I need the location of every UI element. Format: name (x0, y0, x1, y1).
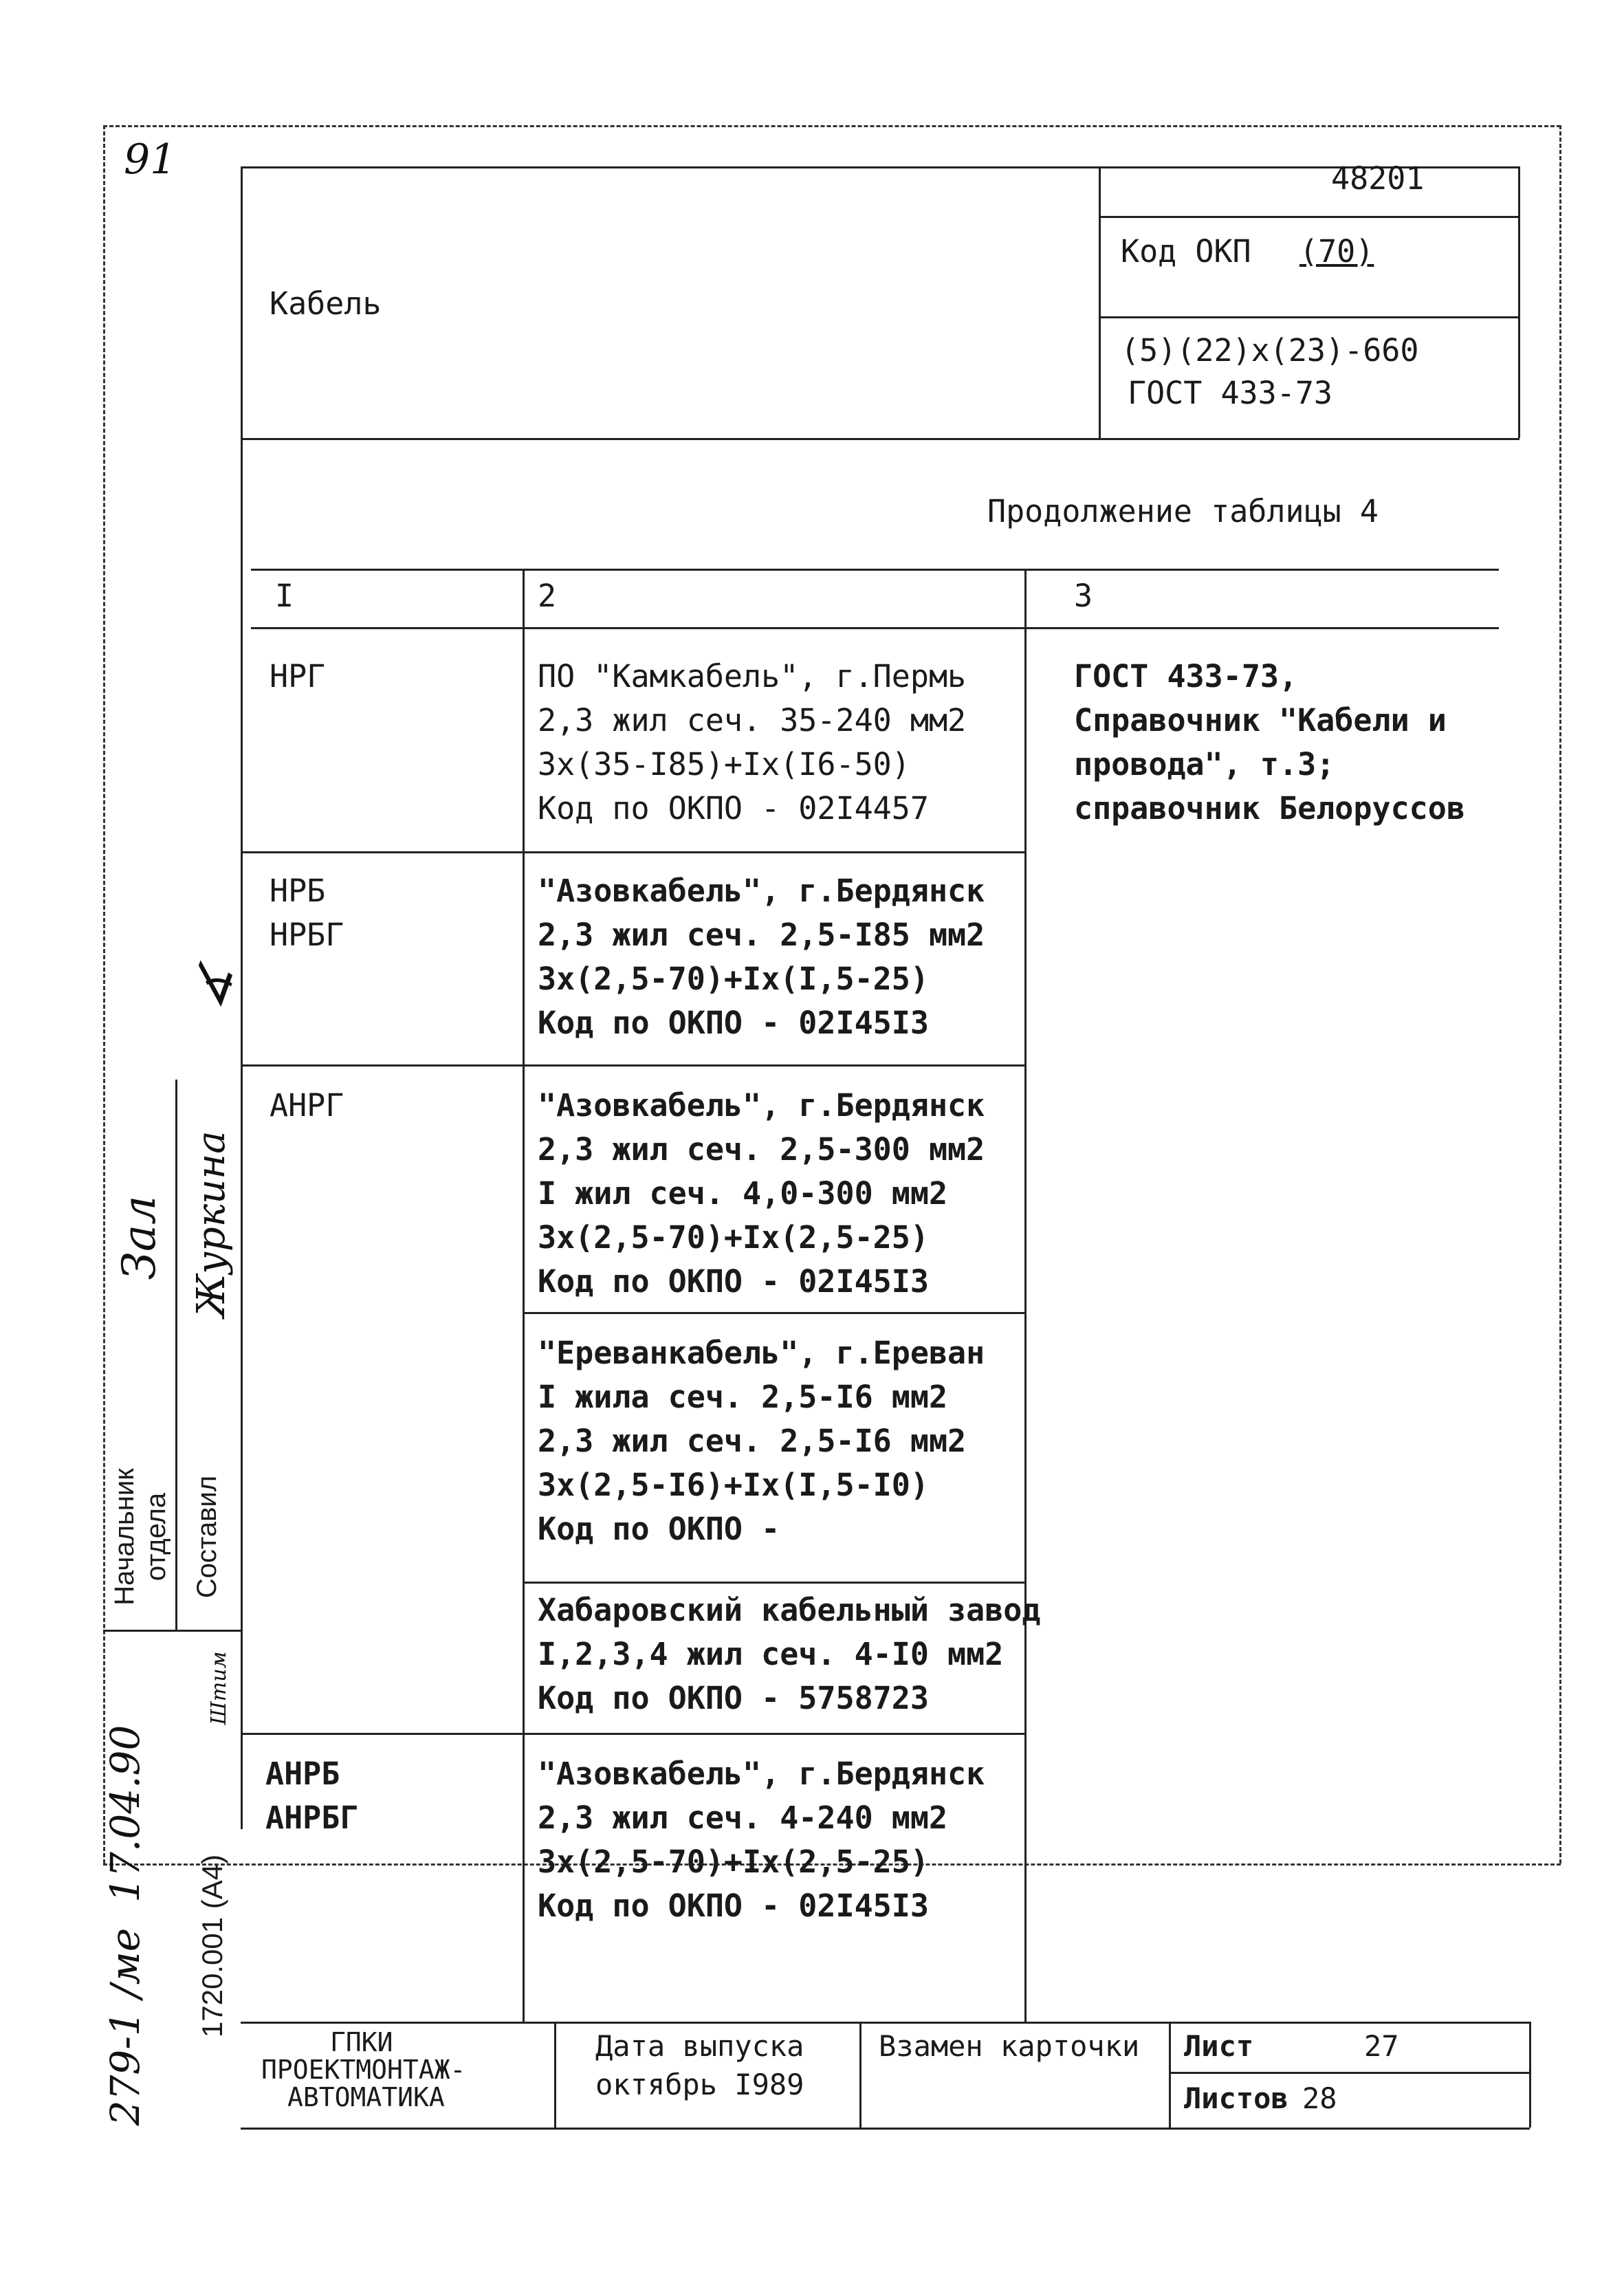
column-header-3: 3 (1074, 578, 1093, 614)
doc-number: 48201 (1331, 160, 1425, 197)
format-code: 1720.001 (А4) (196, 1854, 228, 2038)
table-row-2-maker: "Азовкабель", г.Бердянск 2,3 жил сеч. 2,5-I85 мм2 3х(2,5-70)+Iх(I,5-25) Код по ОКПО - 02I45I3 (538, 873, 985, 1041)
table-row-3-mark: АНРГ (270, 1087, 344, 1124)
page-number: 91 (124, 135, 177, 184)
row-rule-1 (241, 851, 1024, 853)
column-header-2: 2 (538, 578, 557, 614)
row-rule-5 (241, 1733, 1024, 1735)
table-row-1-maker: ПО "Камкабель", г.Пермь 2,3 жил сеч. 35-240 мм2 3х(35-I85)+Iх(I6-50) Код по ОКПО - 02I4457 (538, 658, 967, 827)
cable-standard: ГОСТ 433-73 (1128, 375, 1333, 411)
sheet-number: 27 (1364, 2029, 1399, 2063)
table-row-3-maker: "Азовкабель", г.Бердянск 2,3 жил сеч. 2,5-300 мм2 I жил сеч. 4,0-300 мм2 3х(2,5-70)+Iх(2,5-25) Код по ОКПО - 02I45I3 (538, 1087, 985, 1300)
row-rule-4 (523, 1582, 1024, 1584)
table-top-rule (251, 569, 1499, 571)
card-title: Кабель (270, 285, 382, 322)
approval-mark: ∡ (177, 954, 245, 1015)
org-name-line-1: ГПКИ (330, 2027, 393, 2057)
issue-date-label: Дата выпуска (595, 2029, 804, 2063)
head-of-department-label: Начальник отдела (109, 1468, 171, 1606)
header-bottom-border (241, 438, 1519, 440)
cable-mark: (5)(22)x(23)-660 (1121, 332, 1419, 369)
mini-signature: Штим (207, 1651, 231, 1725)
footer-divider-3 (1169, 2022, 1171, 2128)
footer-right-border (1529, 2022, 1531, 2128)
header-divider (1099, 166, 1101, 438)
table-row-2-mark: НРБ НРБГ (270, 873, 344, 953)
side-strip-rule (103, 1630, 241, 1632)
column-divider-1 (523, 569, 525, 2022)
table-caption: Продолжение таблицы 4 (987, 493, 1379, 529)
org-name-line-3: АВТОМАТИКА (287, 2082, 445, 2112)
sheets-total: 28 (1302, 2081, 1337, 2115)
footer-divider-1 (554, 2022, 556, 2128)
issue-date-value: октябрь I989 (595, 2068, 804, 2101)
footer-top-rule (241, 2022, 1530, 2024)
frame-top (103, 125, 1561, 127)
replaces-card-label: Взамен карточки (879, 2029, 1140, 2063)
org-name-line-2: ПРОЕКТМОНТАЖ- (261, 2055, 466, 2085)
table-row-4-maker: "Ереванкабель", г.Ереван I жила сеч. 2,5-I6 мм2 2,3 жил сеч. 2,5-I6 мм2 3х(2,5-I6)+Iх(I,5-I0) Код по ОКПО - (538, 1335, 985, 1547)
column-divider-2 (1024, 569, 1027, 2022)
table-row-6-maker: "Азовкабель", г.Бердянск 2,3 жил сеч. 4-240 мм2 3х(2,5-70)+Iх(2,5-25) Код по ОКПО - 02I45I3 (538, 1756, 985, 1924)
frame-right (1559, 125, 1561, 1863)
table-column-3-references: ГОСТ 433-73, Справочник "Кабели и провода", т.3; справочник Белоруссов (1074, 658, 1465, 827)
header-rule-2 (1099, 316, 1519, 318)
column-header-1: I (275, 578, 294, 614)
compiler-signature: Журкина (189, 1130, 234, 1318)
okp-label: Код ОКП (1121, 233, 1251, 270)
card-right-border (1518, 166, 1520, 438)
sheet-label: Лист (1184, 2029, 1254, 2063)
footer-divider-2 (859, 2022, 862, 2128)
okp-value: (70) (1299, 233, 1374, 270)
table-row-6-mark: АНРБ АНРБГ (265, 1756, 359, 1836)
sheets-label: Листов (1184, 2081, 1288, 2115)
side-strip-divider (175, 1080, 177, 1630)
card-top-border (241, 166, 1519, 168)
table-row-5-maker: Хабаровский кабельный завод I,2,3,4 жил сеч. 4-I0 мм2 Код по ОКПО - 5758723 (538, 1592, 1041, 1716)
row-rule-3 (523, 1312, 1024, 1314)
card-left-border (241, 166, 243, 1829)
header-rule-1 (1099, 216, 1519, 218)
table-header-rule (251, 627, 1499, 629)
archive-stamp: 279-1 /ме 17.04.90 (102, 1725, 149, 2126)
table-row-1-mark: НРГ (270, 658, 326, 695)
footer-bottom-rule (241, 2128, 1530, 2130)
frame-left (103, 125, 105, 1863)
footer-sheet-rule (1169, 2072, 1530, 2074)
compiler-label: Составил (192, 1475, 222, 1599)
row-rule-2 (241, 1064, 1024, 1067)
head-signature: Зал (113, 1195, 166, 1280)
